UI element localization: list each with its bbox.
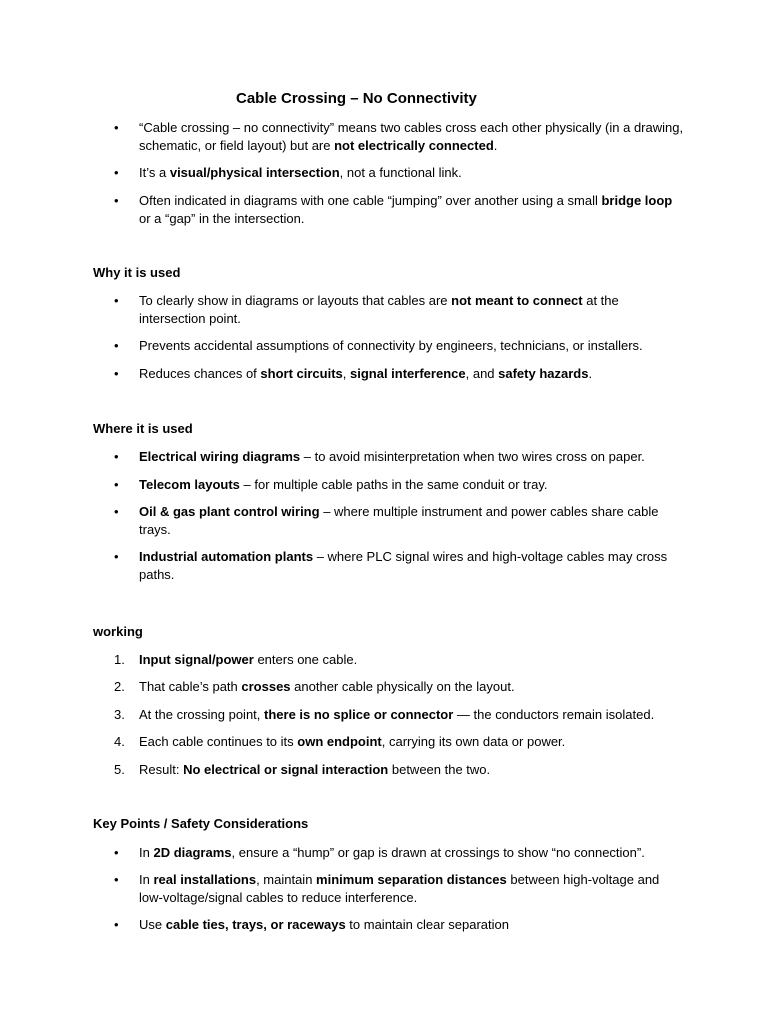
text-run: That cable’s path	[139, 679, 242, 694]
item-text	[139, 871, 684, 907]
list-number: 1.	[114, 652, 125, 667]
text-run: In	[139, 872, 154, 887]
text-run: enters one cable.	[253, 652, 358, 667]
section-heading-working: working	[93, 624, 143, 639]
item-text	[139, 448, 684, 466]
text-run: – where multiple instrument and power cables share cable trays.	[139, 504, 659, 537]
bold-text: visual/physical intersection	[169, 165, 340, 180]
list-number: 3.	[114, 707, 125, 722]
text-run: ,	[342, 366, 350, 381]
text-run: another cable physically on the layout.	[290, 679, 515, 694]
text-run: – for multiple cable paths in the same conduit or tray.	[239, 477, 548, 492]
list-number: 5.	[114, 762, 125, 777]
text-run: , maintain	[256, 872, 317, 887]
bullet-marker: •	[114, 193, 119, 208]
bold-text: crosses	[241, 679, 291, 694]
text-run: – to avoid misinterpretation when two wires cross on paper.	[300, 449, 645, 464]
text-run: Reduces chances of	[139, 366, 261, 381]
item-text	[139, 503, 684, 539]
text-run: , ensure a “hump” or gap is drawn at crossings to show “no connection”.	[231, 845, 645, 860]
list-number: 4.	[114, 734, 125, 749]
bold-text: cable ties, trays, or raceways	[165, 917, 346, 932]
text-run: It’s a	[139, 165, 170, 180]
bold-text: Input signal/power	[139, 652, 254, 667]
item-text	[139, 476, 684, 494]
bold-text: not meant to connect	[451, 293, 583, 308]
bullet-marker: •	[114, 845, 119, 860]
item-text	[139, 192, 684, 228]
text-run: between the two.	[388, 762, 491, 777]
item-text	[139, 844, 684, 862]
bullet-marker: •	[114, 449, 119, 464]
text-run: .	[493, 138, 498, 153]
bold-text: signal interference	[350, 366, 466, 381]
bold-text: safety hazards	[498, 366, 589, 381]
text-run: To clearly show in diagrams or layouts that cables are	[139, 293, 452, 308]
text-run: Each cable continues to its	[139, 734, 298, 749]
bullet-marker: •	[114, 366, 119, 381]
bullet-marker: •	[114, 872, 119, 887]
bold-text: Industrial automation plants	[139, 549, 314, 564]
bold-text: 2D diagrams	[153, 845, 232, 860]
item-text	[139, 292, 684, 328]
bold-text: bridge loop	[601, 193, 673, 208]
bold-text: own endpoint	[297, 734, 382, 749]
item-text	[139, 365, 684, 383]
text-run: In	[139, 845, 154, 860]
bullet-marker: •	[114, 165, 119, 180]
bold-text: Electrical wiring diagrams	[139, 449, 301, 464]
text-run: Use	[139, 917, 166, 932]
bold-text: real installations	[153, 872, 257, 887]
item-text	[139, 761, 684, 779]
text-run: at the intersection point.	[139, 293, 619, 326]
bullet-marker: •	[114, 549, 119, 564]
bold-text: not electrically connected	[334, 138, 494, 153]
text-run: “Cable crossing – no connectivity” means two cables cross each other physically (in a drawing, schematic, or field layout) but are	[139, 120, 684, 153]
text-run: , carrying its own data or power.	[381, 734, 566, 749]
item-text	[139, 678, 684, 696]
item-text	[139, 164, 684, 182]
item-text	[139, 733, 684, 751]
bullet-marker: •	[114, 120, 119, 135]
bold-text: No electrical or signal interaction	[183, 762, 389, 777]
bullet-marker: •	[114, 917, 119, 932]
text-run: Often indicated in diagrams with one cable “jumping” over another using a small	[139, 193, 602, 208]
section-heading-why: Why it is used	[93, 265, 181, 280]
bullet-marker: •	[114, 504, 119, 519]
text-run: .	[588, 366, 593, 381]
text-run: or a “gap” in the intersection.	[139, 211, 305, 226]
bullet-marker: •	[114, 338, 119, 353]
text-run: At the crossing point,	[139, 707, 265, 722]
text-run: , and	[465, 366, 499, 381]
bullet-marker: •	[114, 293, 119, 308]
bold-text: Telecom layouts	[139, 477, 240, 492]
item-text	[139, 548, 684, 584]
bold-text: short circuits	[260, 366, 343, 381]
item-text	[139, 337, 684, 355]
text-run: Result:	[139, 762, 184, 777]
item-text	[139, 119, 684, 155]
text-run: — the conductors remain isolated.	[453, 707, 655, 722]
list-number: 2.	[114, 679, 125, 694]
item-text	[139, 651, 684, 669]
bullet-marker: •	[114, 477, 119, 492]
section-heading-key-points: Key Points / Safety Considerations	[93, 816, 309, 831]
text-run: to maintain clear separation	[345, 917, 509, 932]
bold-text: there is no splice or connector	[264, 707, 454, 722]
text-run: Prevents accidental assumptions of connectivity by engineers, technicians, or installers.	[139, 338, 643, 353]
text-run: – where PLC signal wires and high-voltage cables may cross paths.	[139, 549, 668, 582]
text-run: , not a functional link.	[339, 165, 462, 180]
bold-text: Oil & gas plant control wiring	[139, 504, 320, 519]
item-text	[139, 706, 684, 724]
bold-text: minimum separation distances	[316, 872, 507, 887]
section-heading-where: Where it is used	[93, 421, 193, 436]
document-title: Cable Crossing – No Connectivity	[236, 90, 477, 107]
text-run: between high-voltage and low-voltage/signal cables to reduce interference.	[139, 872, 660, 905]
item-text	[139, 916, 684, 934]
